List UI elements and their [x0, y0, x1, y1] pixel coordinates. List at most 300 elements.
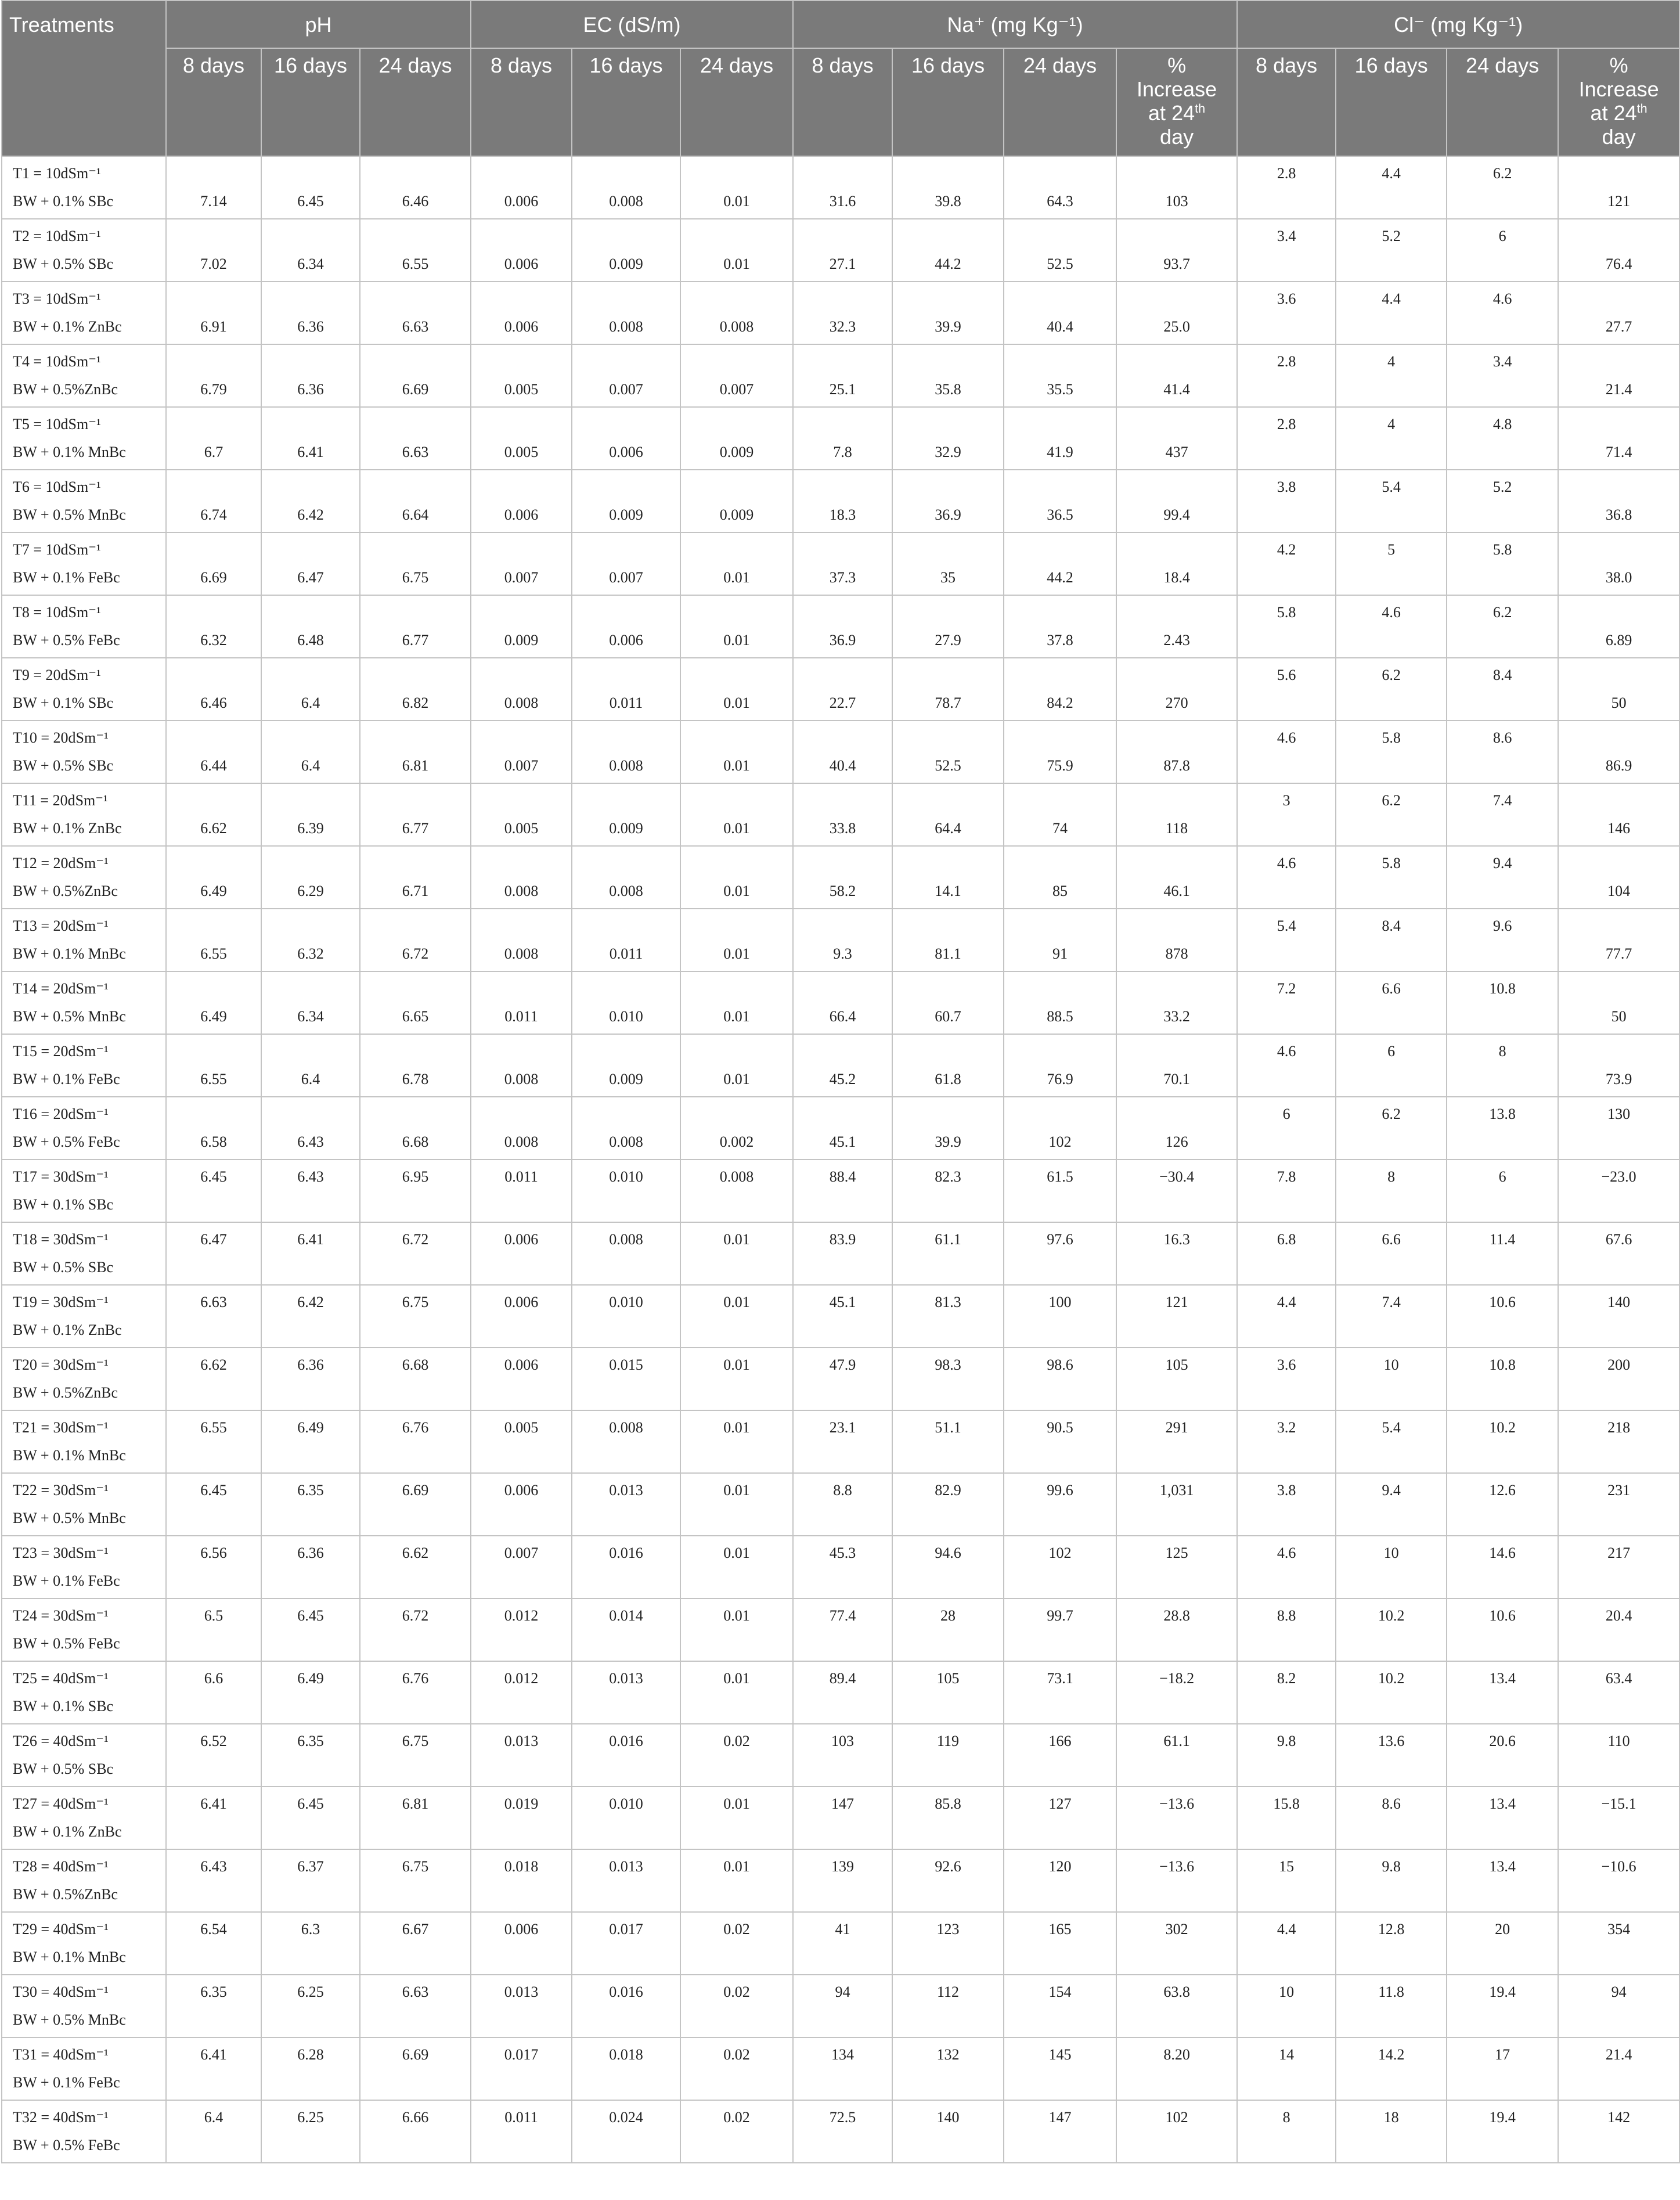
cl-16d-cell: [1336, 1285, 1447, 1348]
ec-8d-cell: [471, 1473, 572, 1536]
na-24d-cell: [1004, 909, 1116, 971]
treatment-label: T2 = 10dSm⁻¹: [13, 228, 101, 244]
cl-16d-cell: [1336, 2037, 1447, 2100]
cl-24d-cell: [1447, 783, 1558, 846]
cl-16d-cell: [1336, 1410, 1447, 1473]
ec-24d-value: 0.01: [723, 820, 750, 837]
ec-8d-cell: [471, 282, 572, 344]
treatments-header: Treatments: [2, 1, 166, 156]
na-pct-cell: [1116, 1787, 1237, 1849]
cl-8d-cell: [1237, 532, 1336, 595]
cl-24d-value: 17: [1495, 2046, 1510, 2063]
na-pct-increase-header: [1116, 48, 1237, 156]
cl-16d-cell: [1336, 658, 1447, 721]
ec-24-days-header: 24 days: [680, 48, 793, 156]
cl-24d-value: 10.2: [1489, 1419, 1516, 1436]
ph-16d-cell: [261, 1160, 360, 1222]
table-row: [2, 1222, 1679, 1285]
ec-16d-cell: [572, 971, 680, 1034]
treatment-cell: [2, 1410, 166, 1473]
ph-16d-value: 6.48: [297, 632, 324, 649]
ph-16d-cell: [261, 846, 360, 909]
cl-24d-value: 13.4: [1489, 1795, 1516, 1812]
na-8d-cell: [793, 156, 892, 219]
na-pct-value: −18.2: [1159, 1670, 1195, 1687]
ph-8d-value: 6.32: [200, 632, 227, 649]
cl-8d-value: 3: [1282, 792, 1290, 809]
cl-24d-cell: [1447, 532, 1558, 595]
cl-pct-cell: [1558, 1598, 1679, 1661]
ph-24d-cell: [360, 1034, 471, 1097]
na-16d-cell: [892, 156, 1004, 219]
ec-8d-cell: [471, 1348, 572, 1410]
cl-24d-cell: [1447, 156, 1558, 219]
treatment-label: T23 = 30dSm⁻¹: [13, 1544, 109, 1561]
ph-8d-value: 6.4: [204, 2109, 223, 2126]
cl-24d-cell: [1447, 909, 1558, 971]
ph-24d-value: 6.76: [402, 1670, 429, 1687]
ph-8d-value: 6.45: [200, 1482, 227, 1499]
cl-16d-value: 6.6: [1382, 1231, 1401, 1248]
cl-8d-value: 9.8: [1277, 1733, 1296, 1749]
cl-8d-cell: [1237, 909, 1336, 971]
ph-16d-cell: [261, 407, 360, 470]
na-pct-value: 105: [1165, 1356, 1188, 1373]
na-16d-cell: [892, 1285, 1004, 1348]
cl-pct-cell: [1558, 909, 1679, 971]
na-8d-value: 45.2: [829, 1071, 856, 1088]
cl-pct-cell: [1558, 1473, 1679, 1536]
treatment-cell: [2, 971, 166, 1034]
ec-16d-cell: [572, 909, 680, 971]
ec-16d-value: 0.007: [609, 381, 643, 398]
ec-16d-cell: [572, 532, 680, 595]
cl-group-header: Cl⁻ (mg Kg⁻¹): [1237, 1, 1679, 48]
cl-8d-cell: [1237, 1034, 1336, 1097]
cl-8d-cell: [1237, 1975, 1336, 2037]
na-pct-cell: [1116, 658, 1237, 721]
ec-16d-value: 0.010: [609, 1168, 643, 1185]
treatment-cell: [2, 1598, 166, 1661]
cl-16d-cell: [1336, 1160, 1447, 1222]
cl-8d-cell: [1237, 1097, 1336, 1160]
cl-8d-value: 6.8: [1277, 1231, 1296, 1248]
ec-24d-value: 0.02: [723, 1921, 750, 1938]
cl-pct-cell: [1558, 1222, 1679, 1285]
ec-8d-value: 0.019: [504, 1795, 539, 1812]
ec-8d-value: 0.007: [504, 1544, 539, 1561]
ec-16d-cell: [572, 721, 680, 783]
cl-16d-value: 10.2: [1378, 1607, 1405, 1624]
treatment-cell: [2, 1849, 166, 1912]
na-pct-cell: [1116, 156, 1237, 219]
cl-16d-value: 6.6: [1382, 980, 1401, 997]
cl-24d-cell: [1447, 1912, 1558, 1975]
na-24d-value: 36.5: [1047, 506, 1073, 523]
ec-8d-value: 0.006: [504, 1294, 539, 1310]
cl-16d-value: 10: [1383, 1356, 1399, 1373]
cl-8d-cell: [1237, 344, 1336, 407]
ec-16-days-header: 16 days: [572, 48, 680, 156]
na-8d-value: 33.8: [829, 820, 856, 837]
ph-24d-cell: [360, 1787, 471, 1849]
cl-pct-value: 218: [1607, 1419, 1631, 1436]
ec-8d-cell: [471, 1160, 572, 1222]
cl-pct-cell: [1558, 721, 1679, 783]
ph-16d-cell: [261, 1097, 360, 1160]
ec-16d-value: 0.011: [609, 945, 643, 962]
na-24d-value: 37.8: [1047, 632, 1073, 649]
na-8d-value: 45.3: [829, 1544, 856, 1561]
treatment-description: BW + 0.1% SBc: [13, 1196, 114, 1213]
ec-24d-cell: [680, 1285, 793, 1348]
treatment-description: BW + 0.5% FeBc: [13, 632, 120, 649]
cl-pct-value: −10.6: [1601, 1858, 1636, 1875]
ec-16d-cell: [572, 1034, 680, 1097]
cl-8d-value: 5.6: [1277, 667, 1296, 683]
ec-16d-cell: [572, 1097, 680, 1160]
cl-16d-value: 18: [1383, 2109, 1399, 2126]
cl-8d-value: 14: [1279, 2046, 1295, 2063]
cl-24d-value: 4.8: [1492, 416, 1512, 433]
ph-16d-cell: [261, 1348, 360, 1410]
na-24d-cell: [1004, 1097, 1116, 1160]
ph-8d-value: 6.55: [200, 945, 227, 962]
cl-24d-cell: [1447, 282, 1558, 344]
ph-24d-value: 6.62: [402, 1544, 429, 1561]
ec-8-days-header: 8 days: [471, 48, 572, 156]
na-pct-value: 878: [1165, 945, 1188, 962]
ph-8d-value: 6.74: [200, 506, 227, 523]
na-16d-value: 81.3: [935, 1294, 961, 1310]
ec-24d-value: 0.01: [723, 569, 750, 586]
ec-16d-cell: [572, 783, 680, 846]
cl-16d-value: 4.4: [1382, 165, 1401, 182]
na-pct-value: 28.8: [1163, 1607, 1190, 1624]
na-8d-cell: [793, 344, 892, 407]
cl-24d-value: 14.6: [1489, 1544, 1516, 1561]
na-16d-cell: [892, 1097, 1004, 1160]
ec-8d-value: 0.008: [504, 945, 539, 962]
cl-8d-value: 2.8: [1277, 353, 1296, 370]
table-row: [2, 2100, 1679, 2163]
ec-8d-cell: [471, 783, 572, 846]
cl-8d-value: 3.8: [1277, 1482, 1296, 1499]
na-16d-cell: [892, 1222, 1004, 1285]
treatment-cell: [2, 1912, 166, 1975]
cl-16d-cell: [1336, 1222, 1447, 1285]
cl-8d-cell: [1237, 783, 1336, 846]
na-16d-value: 39.9: [935, 1133, 961, 1150]
na-16d-cell: [892, 1912, 1004, 1975]
na-8d-cell: [793, 971, 892, 1034]
treatment-label: T32 = 40dSm⁻¹: [13, 2109, 109, 2126]
cl-24d-cell: [1447, 1724, 1558, 1787]
ec-24d-cell: [680, 1975, 793, 2037]
ec-16d-cell: [572, 1787, 680, 1849]
ec-24d-cell: [680, 971, 793, 1034]
cl-8d-cell: [1237, 1473, 1336, 1536]
cl-16d-value: 6.2: [1382, 1106, 1401, 1122]
cl-16d-cell: [1336, 1598, 1447, 1661]
cl-8d-cell: [1237, 658, 1336, 721]
ph-24d-value: 6.76: [402, 1419, 429, 1436]
cl-16d-cell: [1336, 1912, 1447, 1975]
ph-16d-value: 6.36: [297, 318, 324, 335]
ph-16d-cell: [261, 344, 360, 407]
cl-8d-cell: [1237, 219, 1336, 282]
cl-8d-value: 15: [1279, 1858, 1295, 1875]
na-16d-value: 123: [936, 1921, 960, 1938]
na-24d-cell: [1004, 1348, 1116, 1410]
ec-24d-cell: [680, 1222, 793, 1285]
na-16d-value: 85.8: [935, 1795, 961, 1812]
ph-16d-value: 6.49: [297, 1670, 324, 1687]
na-8d-value: 31.6: [829, 193, 856, 210]
cl-16d-cell: [1336, 1661, 1447, 1724]
ph-8d-cell: [166, 282, 261, 344]
cl-8d-cell: [1237, 1160, 1336, 1222]
ph-8d-value: 7.02: [200, 255, 227, 272]
cl-16d-cell: [1336, 344, 1447, 407]
na-8d-value: 47.9: [829, 1356, 856, 1373]
cl-24d-cell: [1447, 1536, 1558, 1598]
cl-24d-value: 6: [1498, 228, 1506, 244]
ph-8d-value: 6.91: [200, 318, 227, 335]
ph-24d-cell: [360, 1410, 471, 1473]
na-16d-value: 92.6: [935, 1858, 961, 1875]
na-16d-value: 112: [937, 1983, 960, 2000]
ec-8d-cell: [471, 595, 572, 658]
na-16d-value: 39.9: [935, 318, 961, 335]
cl-16d-value: 11.8: [1378, 1983, 1404, 2000]
na-pct-value: 87.8: [1163, 757, 1190, 774]
na-8d-value: 37.3: [829, 569, 856, 586]
ph-24d-value: 6.67: [402, 1921, 429, 1938]
na-pct-cell: [1116, 344, 1237, 407]
ec-8d-cell: [471, 1849, 572, 1912]
ec-8d-value: 0.011: [504, 1008, 538, 1025]
table-row: [2, 2037, 1679, 2100]
na-pct-cell: [1116, 783, 1237, 846]
ec-8d-value: 0.009: [504, 632, 539, 649]
na-24d-cell: [1004, 344, 1116, 407]
cl-24d-value: 11.4: [1489, 1231, 1516, 1248]
na-24d-cell: [1004, 721, 1116, 783]
na-16d-cell: [892, 595, 1004, 658]
ph-8d-value: 6.41: [200, 2046, 227, 2063]
ph-8d-value: 7.14: [200, 193, 227, 210]
treatment-cell: [2, 658, 166, 721]
ec-16d-cell: [572, 1473, 680, 1536]
cl-24d-cell: [1447, 407, 1558, 470]
cl-pct-cell: [1558, 156, 1679, 219]
cl-pct-cell: [1558, 1160, 1679, 1222]
ph-24d-cell: [360, 1912, 471, 1975]
ph-16d-cell: [261, 1410, 360, 1473]
cl-8d-value: 8.2: [1277, 1670, 1296, 1687]
ec-8d-value: 0.006: [504, 255, 539, 272]
cl-16d-value: 5.8: [1382, 855, 1401, 872]
cl-8d-value: 2.8: [1277, 416, 1296, 433]
ph-8d-value: 6.79: [200, 381, 227, 398]
ec-16d-cell: [572, 1598, 680, 1661]
na-16d-value: 27.9: [935, 632, 961, 649]
na-24d-value: 99.7: [1047, 1607, 1073, 1624]
ec-24d-cell: [680, 2100, 793, 2163]
na-8d-value: 36.9: [829, 632, 856, 649]
treatment-description: BW + 0.1% FeBc: [13, 2074, 120, 2091]
na-16d-value: 51.1: [935, 1419, 961, 1436]
ec-16d-cell: [572, 2100, 680, 2163]
cl-16d-cell: [1336, 1975, 1447, 2037]
ph-8d-value: 6.47: [200, 1231, 227, 1248]
ec-24d-value: 0.008: [719, 1168, 754, 1185]
ec-24d-value: 0.01: [723, 1008, 750, 1025]
table-row: [2, 156, 1679, 219]
treatment-cell: [2, 470, 166, 532]
cl-24d-cell: [1447, 1661, 1558, 1724]
cl-pct-value: 27.7: [1605, 318, 1632, 335]
na-24d-value: 35.5: [1047, 381, 1073, 398]
ec-24d-value: 0.01: [723, 1071, 750, 1088]
ec-8d-cell: [471, 1661, 572, 1724]
cl-8d-value: 7.8: [1277, 1168, 1296, 1185]
ec-24d-cell: [680, 1787, 793, 1849]
na-24d-cell: [1004, 2100, 1116, 2163]
ph-16d-value: 6.25: [297, 1983, 324, 2000]
ec-24d-value: 0.009: [719, 444, 754, 460]
ph-24d-cell: [360, 971, 471, 1034]
ph-8d-cell: [166, 532, 261, 595]
ec-24d-value: 0.01: [723, 632, 750, 649]
ec-24d-value: 0.02: [723, 1733, 750, 1749]
na-8d-cell: [793, 846, 892, 909]
na-16d-value: 81.1: [935, 945, 961, 962]
ec-16d-value: 0.007: [609, 569, 643, 586]
ph-24d-value: 6.82: [402, 694, 429, 711]
cl-pct-cell: [1558, 1034, 1679, 1097]
table-header: [2, 1, 1679, 156]
ph-16d-value: 6.37: [297, 1858, 324, 1875]
na-24d-value: 147: [1048, 2109, 1072, 2126]
ph-16d-cell: [261, 2037, 360, 2100]
treatment-label: T27 = 40dSm⁻¹: [13, 1795, 109, 1812]
ph-8d-value: 6.43: [200, 1858, 227, 1875]
ec-24d-cell: [680, 1034, 793, 1097]
cl-pct-value: 73.9: [1605, 1071, 1632, 1088]
na-8d-cell: [793, 407, 892, 470]
ph-16d-value: 6.45: [297, 1795, 324, 1812]
ph-24d-cell: [360, 156, 471, 219]
na-16d-cell: [892, 658, 1004, 721]
na-16d-cell: [892, 1160, 1004, 1222]
ec-8d-cell: [471, 1912, 572, 1975]
treatment-label: T21 = 30dSm⁻¹: [13, 1419, 109, 1436]
ec-8d-cell: [471, 1975, 572, 2037]
treatment-cell: [2, 1160, 166, 1222]
cl-8d-value: 3.6: [1277, 1356, 1296, 1373]
na-8d-value: 147: [831, 1795, 855, 1812]
ph-8d-cell: [166, 1536, 261, 1598]
ph-24d-cell: [360, 1724, 471, 1787]
ph-24d-cell: [360, 1222, 471, 1285]
na-24d-cell: [1004, 219, 1116, 282]
ph-8d-cell: [166, 1724, 261, 1787]
ph-16d-value: 6.36: [297, 1544, 324, 1561]
table-row: [2, 1724, 1679, 1787]
ec-8d-cell: [471, 344, 572, 407]
na-24d-cell: [1004, 1724, 1116, 1787]
ec-16d-value: 0.010: [609, 1795, 643, 1812]
ec-8d-value: 0.005: [504, 381, 539, 398]
na-8d-cell: [793, 658, 892, 721]
ec-8d-value: 0.008: [504, 1133, 539, 1150]
cl-pct-cell: [1558, 1285, 1679, 1348]
na-24d-cell: [1004, 282, 1116, 344]
ec-16d-value: 0.008: [609, 883, 643, 899]
cl-8d-cell: [1237, 721, 1336, 783]
ec-8d-cell: [471, 1787, 572, 1849]
pct-line2: Increase: [1578, 77, 1659, 101]
na-8d-cell: [793, 219, 892, 282]
treatment-description: BW + 0.1% MnBc: [13, 1949, 126, 1965]
cl-8d-cell: [1237, 1222, 1336, 1285]
cl-8d-cell: [1237, 1598, 1336, 1661]
table-row: [2, 1034, 1679, 1097]
na-24d-value: 64.3: [1047, 193, 1073, 210]
treatment-description: BW + 0.5%ZnBc: [13, 883, 118, 899]
na-24d-value: 84.2: [1047, 694, 1073, 711]
na-pct-value: 126: [1165, 1133, 1188, 1150]
ec-24d-value: 0.01: [723, 1607, 750, 1624]
header-row-days: [2, 48, 1679, 156]
ec-8d-cell: [471, 156, 572, 219]
ec-16d-cell: [572, 846, 680, 909]
table-row: [2, 282, 1679, 344]
ph-8d-value: 6.49: [200, 883, 227, 899]
ph-24d-value: 6.69: [402, 2046, 429, 2063]
ph-24d-cell: [360, 909, 471, 971]
cl-24d-cell: [1447, 219, 1558, 282]
ph-16d-value: 6.25: [297, 2109, 324, 2126]
ec-8d-cell: [471, 658, 572, 721]
table-row: [2, 909, 1679, 971]
cl-8d-value: 10: [1279, 1983, 1295, 2000]
ec-16d-cell: [572, 1222, 680, 1285]
pct-sup: th: [1195, 101, 1206, 116]
cl-8d-cell: [1237, 1661, 1336, 1724]
ec-24d-value: 0.01: [723, 757, 750, 774]
ph-16d-cell: [261, 721, 360, 783]
treatment-description: BW + 0.1% SBc: [13, 694, 114, 711]
na-8d-value: 89.4: [829, 1670, 856, 1687]
treatment-description: BW + 0.5% SBc: [13, 1760, 114, 1777]
na-pct-cell: [1116, 595, 1237, 658]
na-16d-cell: [892, 1348, 1004, 1410]
na-pct-cell: [1116, 1097, 1237, 1160]
na-16d-value: 98.3: [935, 1356, 961, 1373]
na-16d-cell: [892, 1034, 1004, 1097]
treatment-description: BW + 0.1% MnBc: [13, 444, 126, 460]
ec-16d-value: 0.013: [609, 1482, 643, 1499]
na-pct-cell: [1116, 532, 1237, 595]
treatment-label: T30 = 40dSm⁻¹: [13, 1983, 109, 2000]
na-24d-value: 40.4: [1047, 318, 1073, 335]
treatment-label: T19 = 30dSm⁻¹: [13, 1294, 109, 1310]
ec-8d-cell: [471, 532, 572, 595]
ph-8d-cell: [166, 156, 261, 219]
